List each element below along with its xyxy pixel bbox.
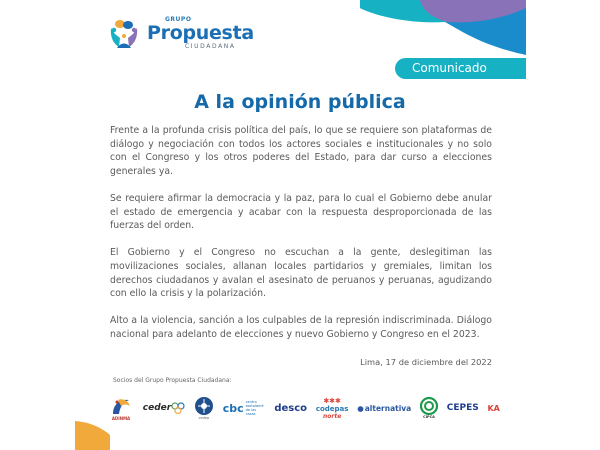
partner-logo-cbc: cbc centro bartolomé de las casas bbox=[222, 400, 264, 416]
logo-top-label: GRUPO bbox=[165, 15, 192, 23]
partner-logo-ka: KA bbox=[487, 403, 500, 413]
corner-decoration-top-right bbox=[360, 0, 526, 55]
page-title: A la opinión pública bbox=[194, 91, 406, 113]
ceder-knot-icon bbox=[171, 402, 185, 414]
cipca-emblem-icon bbox=[420, 397, 438, 415]
partners-label: Socios del Grupo Propuesta Ciudadana: bbox=[113, 377, 232, 384]
paragraph: Frente a la profunda crisis política del país, lo que se requiere son plataformas de diálogo y negociación con todos los actores sociales e institucionales y no solo con el Congreso y los otros poderes del Estado, para dar curso a elecciones generales ya. bbox=[110, 125, 492, 177]
date-line: Lima, 17 de diciembre del 2022 bbox=[360, 357, 492, 367]
statement-body bbox=[110, 124, 492, 355]
partner-logo-desco: desco bbox=[274, 402, 308, 414]
logo-sub-label: CIUDADANA bbox=[185, 42, 236, 50]
partner-logos bbox=[108, 393, 500, 423]
paragraph: Se requiere afirmar la democracia y la paz, para lo cual el Gobierno debe anular el estado de emergencia y acabar con la respuesta desproporcionada de las fuerzas del orden. bbox=[110, 192, 492, 232]
partner-logo-codepas: ✱✱✱ codepas norte bbox=[315, 396, 349, 420]
cedep-emblem-icon bbox=[194, 396, 214, 416]
paragraph: Alto a la violencia, sanción a los culpables de la represión indiscriminada. Diálogo nacional para adelanto de elecciones y nuevo Gobierno y Congreso en el 2023. bbox=[110, 315, 492, 340]
partner-logo-cepes: CEPES bbox=[446, 403, 479, 413]
paragraph: El Gobierno y el Congreso no escuchan a la gente, deslegitiman las movilizaciones sociales, allanan locales partidarios y gremiales, limitan los derechos ciudadanos y avalan el asesinato de peruanos y peruanas, agudizando con ello la crisis y la polarización. bbox=[110, 247, 492, 300]
partner-logo-cipca: CIPCA bbox=[420, 394, 438, 422]
people-speech-bubbles-logo-icon bbox=[107, 16, 141, 50]
partner-logo-ceder: ceder bbox=[143, 394, 185, 422]
grupo-propuesta-ciudadana-logo bbox=[107, 16, 254, 50]
partner-logo-alternativa: ● alternativa bbox=[357, 403, 412, 413]
logo-main-label: Propuesta bbox=[147, 21, 254, 44]
partner-logo-cedep: cedep bbox=[194, 394, 214, 422]
adinma-emblem-icon bbox=[110, 396, 132, 416]
partner-logo-adinma: ADINMA bbox=[108, 394, 134, 422]
comunicado-badge: Comunicado bbox=[395, 58, 526, 79]
corner-decoration-bottom-left bbox=[0, 380, 110, 450]
